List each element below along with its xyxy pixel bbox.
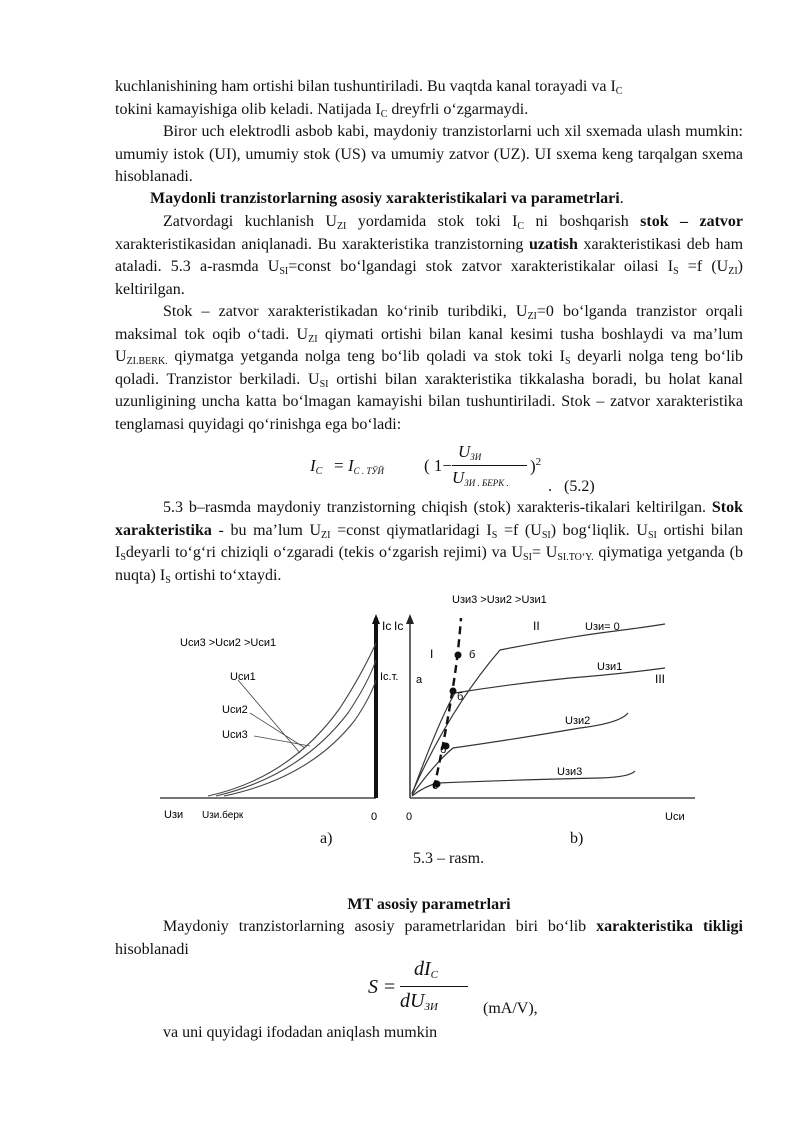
- formula-ic: $I_{C . ТЎЙ}$: [348, 456, 384, 476]
- paragraph-4: [115, 301, 743, 436]
- subscript: ZI: [308, 333, 318, 345]
- output-curve-uzi3: [412, 771, 635, 796]
- label-uzi3: Uзи3: [557, 766, 583, 778]
- text: =0 bo‘lganda tranzistor orqali maksimal tok oqib o‘tadi. U: [115, 303, 743, 343]
- subscript: SI: [279, 266, 289, 277]
- section-heading: [115, 188, 743, 211]
- section-heading-2: [115, 894, 743, 917]
- caption-a: a): [320, 830, 333, 847]
- formula-lhs: $I_C$: [310, 456, 323, 477]
- text: xarakteristikasi deb ham ataladi. 5.3 a-rasmda U: [115, 235, 744, 275]
- subscript: SI: [319, 378, 329, 390]
- label-uzi2: Uзи2: [565, 715, 591, 727]
- left-zero: 0: [371, 811, 378, 823]
- formula-dot: .: [548, 478, 552, 495]
- paragraph-6: Maydoniy tranzistorlarning asosiy parametrlaridan biri bo‘lib xarakteristika tikligi hisoblanadi: [115, 918, 743, 958]
- text: ortishi bilan xarakteristika tikkalasha boradi, bu holat kanal uzunligining uncha katta bo‘lmagan kamayishi bilan tushuntiriladi. Stok – zatvor xarakteristika tenglamasi quyidagi qo‘rinishga ega bo‘ladi:: [115, 370, 744, 433]
- paragraph-3: [115, 211, 743, 301]
- point-b-label-1: б: [457, 691, 464, 703]
- label-uzi-berk: Uзи.берк: [202, 810, 244, 821]
- formula-close: )$^2$: [530, 456, 542, 476]
- right-y-arrow: [406, 614, 414, 624]
- subscript: ZI.BERK.: [126, 356, 168, 367]
- heading-text: Maydonli tranzistorlarning asosiy xarakteristikalari va parametrlari: [150, 190, 620, 207]
- output-characteristics: [394, 594, 695, 823]
- subscript: ZI: [336, 221, 347, 232]
- formula-eq: =: [334, 456, 344, 475]
- leader-line-3: [254, 736, 310, 746]
- text: tokini kamayishiga olib keladi. Natijada I: [115, 100, 381, 118]
- label-uzi0: Uзи= 0: [585, 621, 620, 633]
- paragraph-7: va uni quyidagi ifodadan aniqlash mumkin: [163, 1024, 438, 1041]
- region-II: II: [533, 619, 540, 633]
- subscript: S: [565, 356, 571, 367]
- label-uzi1: Uзи1: [597, 661, 623, 673]
- right-axis-ic: Iс: [394, 619, 404, 633]
- subscript: ZI: [728, 266, 738, 277]
- bold-term: xarakteristika tikligi: [596, 918, 743, 935]
- leader-line-1: [238, 680, 300, 753]
- text: dreyfrli o‘zgarmaydi.: [387, 100, 529, 118]
- heading-text: MT asosiy parametrlari: [347, 896, 511, 913]
- left-axis-ic: Iс: [382, 619, 392, 633]
- text: .: [619, 190, 624, 207]
- transfer-characteristics: [160, 614, 399, 823]
- right-legend: Uзи3 >Uзи2 >Uзи1: [452, 594, 547, 606]
- point-b-label-0: б: [469, 649, 476, 661]
- figure-caption: 5.3 – rasm.: [413, 850, 485, 867]
- formula-5-2: [310, 438, 750, 498]
- equation-number: (5.2): [564, 478, 595, 495]
- point-b-1: [450, 688, 457, 695]
- label-ict: Iс.т.: [380, 671, 399, 683]
- label-usi3: Uси3: [222, 729, 248, 741]
- text: xarakteristikasidan aniqlanadi. Bu xarakteristika tranzistorning: [115, 235, 529, 253]
- region-III: III: [655, 672, 666, 686]
- formula-s-denominator: $dU_{ЗИ}$: [400, 990, 438, 1013]
- text: qiymatga yetganda nolga teng bo‘lib qoladi va stok toki I: [167, 348, 565, 365]
- region-I: I: [430, 647, 434, 661]
- paragraph-1: [115, 76, 743, 121]
- subscript: C: [615, 86, 623, 97]
- formula-denominator: $U_{ЗИ . БЕРК .}$: [452, 468, 509, 488]
- text: =f (U: [678, 258, 729, 275]
- formula-s-eq: =: [384, 976, 396, 998]
- paragraph-5: 5.3 b–rasmda maydoniy tranzistorning chiqish (stok) xarakteris-tikalari keltirilgan. Stok xarakteristika - bu ma’lum $U_{ZI}$ =const qiymatlaridagi $I_S =f$ $(U_{SI})$ bog‘liqlik. $U_{SI}$ ortishi bilan $I_Sdeyarli$ to‘g‘ri chiziqli o‘zgaradi (tekis o‘zgarish rejimi) va $U_{SI}= U_{SI.TO‘Y.}$ qiymatiga yetganda (b nuqta) $I_S$ ortishi to‘xtaydi.: [115, 499, 744, 586]
- label-usi2: Uси2: [222, 704, 248, 716]
- formula-paren: ( 1−: [424, 456, 452, 475]
- fraction-bar: [452, 465, 527, 466]
- subscript: C: [517, 221, 525, 232]
- bold-term: uzatish: [528, 235, 578, 253]
- subscript: ZI: [527, 311, 537, 322]
- formula-steepness: [368, 958, 608, 1022]
- fraction-bar-s: [400, 986, 468, 987]
- left-axis-uzi: Uзи: [164, 809, 184, 821]
- point-b-0: [455, 652, 462, 659]
- point-b-label-3: б: [432, 780, 439, 792]
- formula-unit: (mA/V),: [483, 1000, 538, 1017]
- left-legend: Uси3 >Uси2 >Uси1: [180, 637, 277, 649]
- formula-s-numerator: $dI_C$: [414, 958, 439, 981]
- figure-5-3: [150, 588, 710, 828]
- text: Stok – zatvor xarakteristikadan ko‘rinib turibdiki, U: [163, 303, 528, 320]
- bold-term: Stok xarakteristika: [115, 499, 743, 539]
- text: ni boshqarish: [524, 213, 641, 230]
- label-usi1: Uси1: [230, 671, 256, 683]
- subscript: C: [380, 108, 388, 120]
- transfer-curve-1: [208, 643, 376, 796]
- formula-numerator: $U_{ЗИ}$: [458, 442, 482, 462]
- text: yordamida stok toki I: [346, 213, 518, 230]
- right-axis-usi: Uси: [665, 811, 685, 823]
- text: qiymati ortishi bilan kanal kesimi tusha boshlaydi va ma’lum U: [115, 325, 743, 365]
- bold-term: stok – zatvor: [640, 213, 743, 230]
- caption-b: b): [570, 830, 584, 847]
- right-zero: 0: [406, 811, 413, 823]
- left-y-arrow: [372, 614, 380, 624]
- point-a-label: a: [416, 674, 423, 686]
- text: =const bo‘lgandagi stok zatvor xarakteristikalar oilasi I: [288, 258, 674, 275]
- leader-line-2: [250, 713, 305, 748]
- text: Zatvordagi kuchlanish U: [163, 213, 337, 230]
- text: kuchlanishining ham ortishi bilan tushuntiriladi. Bu vaqtda kanal torayadi va I: [115, 78, 616, 95]
- text: ) keltirilgan.: [115, 258, 743, 298]
- paragraph-2: Biror uch elektrodli asbob kabi, maydoniy tranzistorlarni uch xil sxemada ulash mumkin: umumiy istok (UI), umumiy stok (US) va umumiy zatvor (UZ). UI sxema keng tarqalgan sxema hisoblanadi.: [115, 123, 743, 185]
- formula-s: S: [368, 976, 378, 998]
- subscript: S: [673, 266, 679, 277]
- text: deyarli nolga teng bo‘lib qoladi. Tranzistor berkiladi. U: [115, 348, 743, 388]
- point-b-label-2: б: [440, 744, 447, 756]
